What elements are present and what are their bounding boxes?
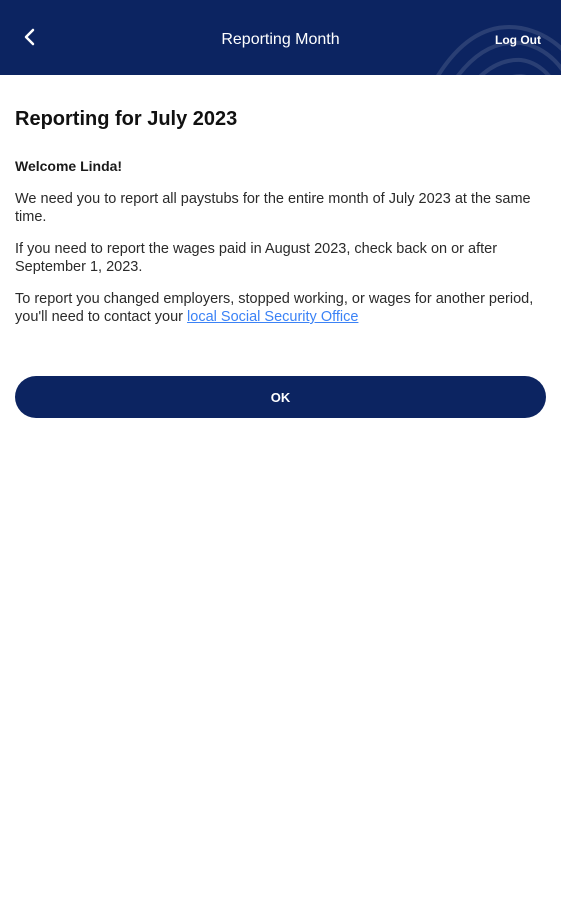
main-content bbox=[0, 108, 561, 326]
reporting-heading: Reporting for July 2023 bbox=[15, 108, 238, 130]
instruction-paragraph-3-text: To report you changed employers, stopped working, or wages for another period, you'll need to contact your bbox=[15, 291, 534, 325]
ok-button[interactable]: OK bbox=[15, 376, 546, 418]
instruction-paragraph-3 bbox=[15, 290, 546, 326]
app-header bbox=[0, 0, 561, 75]
instruction-paragraph-1: We need you to report all paystubs for the entire month of July 2023 at the same time. bbox=[15, 191, 531, 225]
instruction-paragraph-2: If you need to report the wages paid in August 2023, check back on or after September 1, 2023. bbox=[15, 241, 498, 275]
welcome-message: Welcome Linda! bbox=[15, 158, 123, 174]
page-title: Reporting Month bbox=[221, 31, 340, 48]
local-office-link[interactable]: local Social Security Office bbox=[187, 309, 359, 325]
logout-button[interactable]: Log Out bbox=[495, 33, 541, 47]
